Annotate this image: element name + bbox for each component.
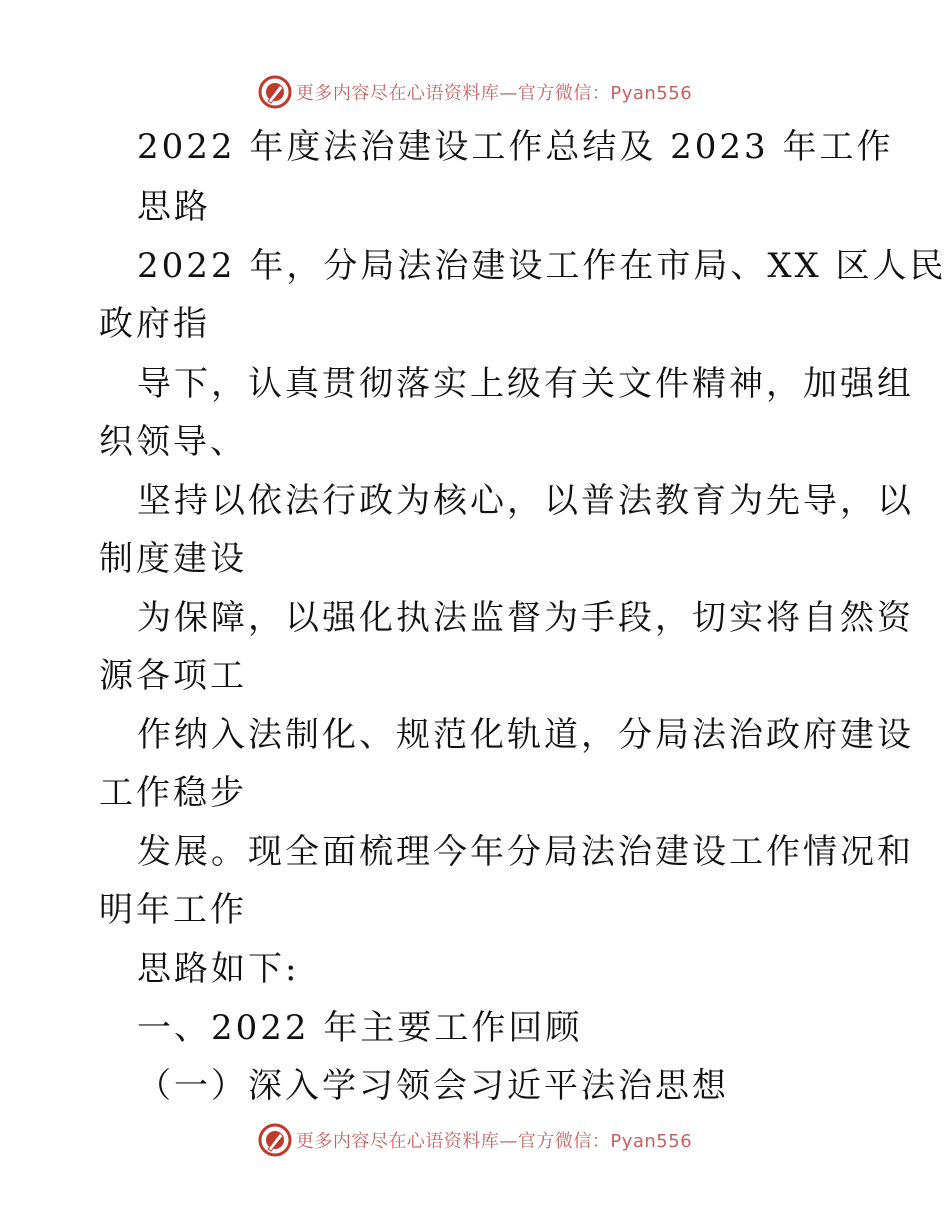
pen-logo-icon — [258, 75, 292, 109]
doc-text-line: 明年工作 — [99, 890, 247, 930]
doc-text-line: 思路如下: — [137, 949, 300, 989]
doc-text-line: 坚持以依法行政为核心，以普法教育为先导，以 — [137, 481, 914, 521]
footer-banner-text: 更多内容尽在心语资料库—官方微信：Pyan556 — [295, 1131, 693, 1152]
doc-text-line: 织领导、 — [99, 422, 247, 462]
doc-title-line: 2022 年度法治建设工作总结及 2023 年工作 — [137, 127, 894, 167]
doc-text-line: 发展。现全面梳理今年分局法治建设工作情况和 — [137, 832, 914, 872]
doc-text-line: 导下，认真贯彻落实上级有关文件精神，加强组 — [137, 364, 914, 404]
subsection-heading: （一）深入学习领会习近平法治思想 — [137, 1066, 729, 1106]
section-heading: 一、2022 年主要工作回顾 — [137, 1008, 583, 1048]
doc-text-line: 作纳入法制化、规范化轨道，分局法治政府建设 — [137, 715, 914, 755]
doc-text-line: 制度建设 — [99, 539, 247, 579]
pen-logo-icon — [258, 1123, 292, 1157]
footer-banner — [0, 1120, 950, 1160]
doc-text-line: 源各项工 — [99, 656, 247, 696]
header-banner — [0, 72, 950, 112]
doc-text-line: 政府指 — [99, 304, 210, 344]
header-banner-text: 更多内容尽在心语资料库—官方微信：Pyan556 — [295, 83, 693, 104]
doc-title-line: 思路 — [137, 187, 211, 227]
doc-text-line: 工作稳步 — [99, 773, 247, 813]
doc-text-line: 为保障，以强化执法监督为手段，切实将自然资 — [137, 598, 914, 638]
doc-text-line: 2022 年，分局法治建设工作在市局、XX 区人民 — [137, 246, 947, 286]
